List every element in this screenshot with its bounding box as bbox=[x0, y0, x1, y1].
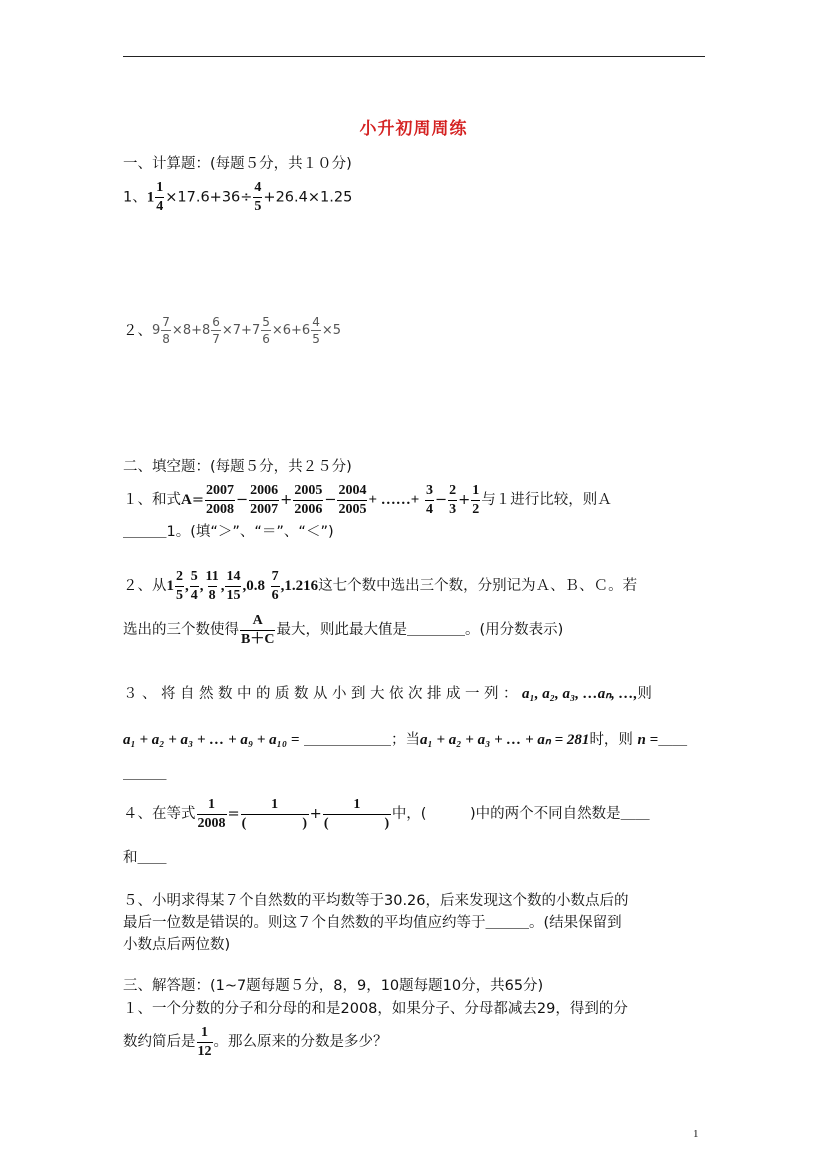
s3-question-1-line2: 数约简后是 $\frac{1}{12}$ 。那么原来的分数是多少？ bbox=[123, 1024, 388, 1059]
s2-question-3-line3: ＿＿＿ bbox=[123, 766, 167, 782]
fraction: $\frac{7}{6}$ bbox=[271, 568, 279, 603]
fraction: $\frac{1}{( )}$ bbox=[241, 796, 307, 831]
fraction: $\frac{A}{B+C}$ bbox=[241, 612, 275, 647]
s3-question-1-line1: １、一个分数的分子和分母的和是2008，如果分子、分母都减去29，得到的分 bbox=[123, 1001, 628, 1017]
section3-heading: 三、解答题：(1~7题每题５分，8，9，10题每题10分，共65分) bbox=[123, 978, 544, 994]
fraction: $\frac{2}{3}$ bbox=[449, 482, 457, 517]
fraction: $\frac{5}{4}$ bbox=[190, 568, 198, 603]
section1-heading: 一、计算题：(每题５分，共１０分) bbox=[123, 156, 352, 172]
fraction: $\frac{2006}{2007}$ bbox=[250, 482, 279, 517]
section2-heading: 二、填空题：(每题５分，共２５分) bbox=[123, 459, 352, 475]
s2-question-1-line2: ＿＿＿1。(填“＞”、“＝”、“＜”) bbox=[123, 524, 334, 540]
fraction: $\frac{2004}{2005}$ bbox=[338, 482, 367, 517]
fraction: $\frac{1}{4}$ bbox=[156, 180, 164, 214]
fraction: $\frac{2}{5}$ bbox=[176, 568, 183, 603]
expression: 9 $\frac{7}{8}$ ×8+8 $\frac{6}{7}$ ×7+7 $\frac{5}{6}$ ×6+6 $\frac{4}{5}$ ×5 bbox=[152, 315, 341, 346]
fraction: $\frac{1}{2}$ bbox=[472, 482, 480, 517]
fraction: $\frac{2005}{2006}$ bbox=[294, 482, 323, 517]
s2-question-2: ２、从1 $\frac{2}{5}$ , $\frac{5}{4}$ , $\frac{11}{8}$ , $\frac{14}{15}$ ,0.8 $\frac{7}{6}$ ,1.216这七个数中选出三个数，分别记为Ａ、Ｂ、Ｃ。若 bbox=[123, 568, 638, 603]
s2-question-5-line1: ５、小明求得某７个自然数的平均数等于30.26，后来发现这个数的小数点后的 bbox=[123, 893, 629, 909]
s1-question-1: 1、1 $\frac{1}{4}$ ×17.6+36÷ $\frac{4}{5}$ +26.4×1.25 bbox=[123, 180, 353, 214]
s2-question-1: １、和式A= $\frac{2007}{2008}$ − $\frac{2006}{2007}$ + $\frac{2005}{2006}$ − $\frac{2004}{2005}$ + ……+ $\frac{3}{4}$ − $\frac{2}{3}$ + $\frac{1}{2}$ 与１进行比较，则Ａ bbox=[123, 482, 612, 517]
fraction: $\frac{2007}{2008}$ bbox=[206, 482, 234, 517]
s2-question-3: ３、将自然数中的质数从小到大依次排成一列：a₁, a₂, a₃, …aₙ, …,则 bbox=[123, 686, 652, 702]
s2-question-3-line2: a₁ + a₂ + a₃ + … + a₉ + a₁₀ = ＿＿＿＿＿＿；当a₁ + a₂ + a₃ + … + aₙ = 281时，则 n =＿＿ bbox=[123, 732, 688, 748]
s1-question-2: ２、9 $\frac{7}{8}$ ×8+8 $\frac{6}{7}$ ×7+7 $\frac{5}{6}$ ×6+6 $\frac{4}{5}$ ×5 bbox=[123, 315, 341, 346]
s2-question-4: ４、在等式 $\frac{1}{2008}$ = $\frac{1}{( )}$ + $\frac{1}{( )}$ 中，( )中的两个不同自然数是＿＿ bbox=[123, 796, 650, 831]
fraction: $\frac{3}{4}$ bbox=[425, 482, 433, 517]
page-title: 小升初周周练 bbox=[359, 119, 468, 139]
fraction: $\frac{4}{5}$ bbox=[254, 180, 262, 214]
fraction: $\frac{1}{( )}$ bbox=[323, 796, 390, 831]
page-number: 1 bbox=[693, 1128, 699, 1140]
s2-question-2-line2: 选出的三个数使得 $\frac{A}{B+C}$ 最大，则此最大值是＿＿＿＿。(用分数表示) bbox=[123, 612, 564, 647]
fraction: $\frac{1}{12}$ bbox=[197, 1024, 212, 1059]
fraction: $\frac{11}{8}$ bbox=[205, 568, 219, 603]
s2-question-5-line3: 小数点后两位数) bbox=[123, 937, 231, 953]
s2-question-4-line2: 和＿＿ bbox=[123, 850, 167, 866]
header-rule bbox=[123, 56, 705, 57]
fraction: $\frac{1}{2008}$ bbox=[197, 796, 226, 831]
s2-question-5-line2: 最后一位数是错误的。则这７个自然数的平均值应约等于＿＿＿。(结果保留到 bbox=[123, 915, 622, 931]
fraction: $\frac{14}{15}$ bbox=[226, 568, 241, 603]
